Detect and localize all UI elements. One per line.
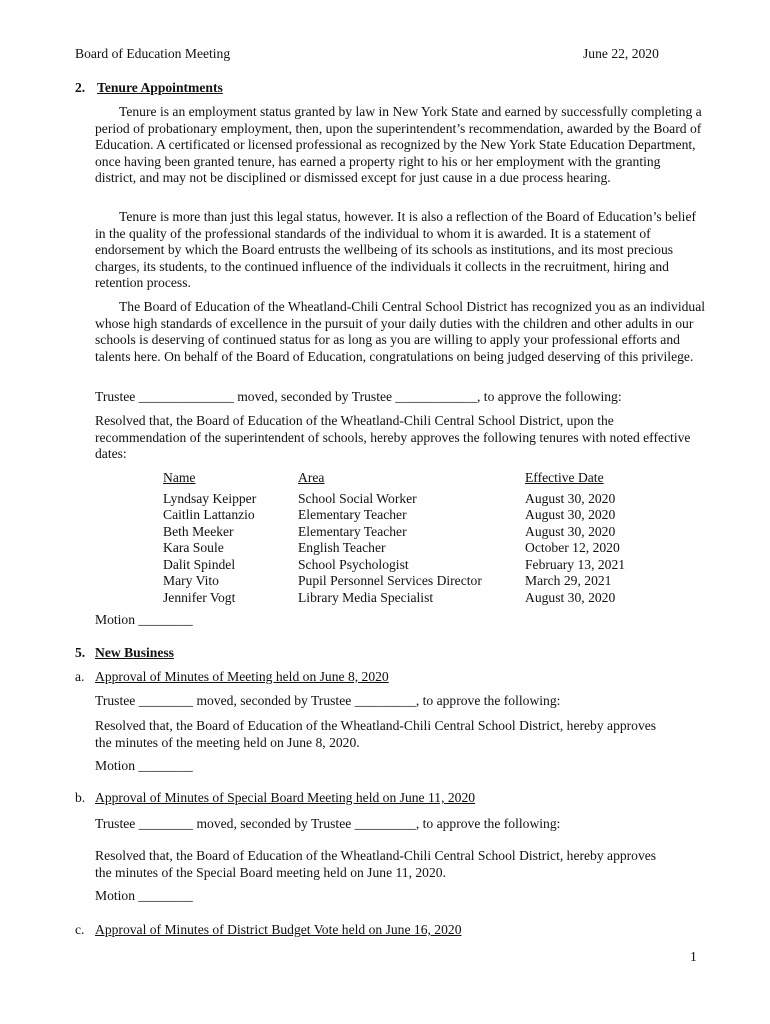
tenure-motion-line: Motion ________ bbox=[95, 612, 193, 627]
table-cell-area: Pupil Personnel Services Director bbox=[298, 573, 482, 588]
table-cell-date: August 30, 2020 bbox=[525, 507, 616, 522]
tenure-resolved-text: Resolved that, the Board of Education of the Wheatland-Chili Central School District, upon the recommendation of the superintendent of schools, hereby approves the following tenures with noted effective dates: bbox=[95, 413, 691, 461]
section-5-title: New Business bbox=[95, 645, 174, 660]
table-cell-date: August 30, 2020 bbox=[525, 490, 616, 506]
table-cell-date: October 12, 2020 bbox=[525, 540, 620, 555]
tenure-paragraph-3-text: The Board of Education of the Wheatland-Chili Central School District has recognized you as an individual whose high standards of excellence in the pursuit of your daily duties with the children and other adults in our schools is deserving of continued status for as long as you are willing to apply your professional efforts and talents here. On behalf of the Board of Education, congratulations on being judged deserving of this privilege. bbox=[95, 299, 706, 364]
table-cell-date: February 13, 2021 bbox=[525, 556, 626, 572]
table-header-date: Effective Date bbox=[525, 470, 604, 485]
tenure-paragraph-1 bbox=[95, 104, 705, 187]
table-cell-name: Kara Soule bbox=[163, 540, 224, 555]
item-b-trustee-line: Trustee ________ moved, seconded by Trustee _________, to approve the following: bbox=[95, 816, 561, 831]
tenure-paragraph-1-text: Tenure is an employment status granted by law in New York State and earned by successfully completing a period of probationary employment, then, upon the superintendent’s recommendation, awarded by the Board of Education. A certificated or licensed professional as recognized by the New York State Education Department, once having been granted tenure, has earned a property right to his or her employment with the granting district, and may not be disciplined or dismissed except for just cause in a due process hearing. bbox=[95, 104, 702, 185]
item-a-title: Approval of Minutes of Meeting held on June 8, 2020 bbox=[95, 669, 389, 684]
table-cell-name: Jennifer Vogt bbox=[163, 589, 236, 605]
table-cell-name: Caitlin Lattanzio bbox=[163, 507, 255, 522]
tenure-area-column bbox=[298, 470, 482, 606]
table-cell-area: English Teacher bbox=[298, 540, 386, 555]
table-cell-name: Mary Vito bbox=[163, 573, 219, 588]
tenure-date-column bbox=[525, 470, 625, 606]
header-date: June 22, 2020 bbox=[583, 46, 659, 61]
table-cell-date: March 29, 2021 bbox=[525, 573, 612, 588]
tenure-paragraph-2-text: Tenure is more than just this legal status, however. It is also a reflection of the Board of Education’s belief in the quality of the professional standards of the individual to whom it is awarded. It is a statement of endorsement by which the Board entrusts the wellbeing of its schools as institutions, and its most precious charges, its students, to the continued influence of the individuals it collects in the recruitment, hiring and retention process. bbox=[95, 209, 697, 290]
tenure-trustee-line: Trustee ______________ moved, seconded by Trustee ____________, to approve the following: bbox=[95, 389, 622, 404]
item-b-title: Approval of Minutes of Special Board Meeting held on June 11, 2020 bbox=[95, 790, 476, 805]
table-cell-area: School Psychologist bbox=[298, 556, 409, 572]
header-title: Board of Education Meeting bbox=[75, 46, 231, 61]
table-header-area: Area bbox=[298, 470, 325, 485]
table-cell-name: Beth Meeker bbox=[163, 523, 234, 539]
item-b-motion-line: Motion ________ bbox=[95, 888, 193, 903]
item-a-letter: a. bbox=[75, 669, 85, 684]
section-5-number: 5. bbox=[75, 645, 86, 660]
item-a-motion-line: Motion ________ bbox=[95, 758, 193, 773]
tenure-resolved bbox=[95, 413, 705, 463]
section-2-number: 2. bbox=[75, 80, 86, 95]
tenure-name-column bbox=[163, 470, 256, 606]
item-a-resolved-text: Resolved that, the Board of Education of the Wheatland-Chili Central School District, hereby approves the minutes of the meeting held on June 8, 2020. bbox=[95, 718, 657, 750]
item-b-resolved bbox=[95, 848, 675, 881]
item-c-title: Approval of Minutes of District Budget Vote held on June 16, 2020 bbox=[95, 922, 462, 937]
table-header-name: Name bbox=[163, 470, 196, 485]
table-cell-area: School Social Worker bbox=[298, 490, 417, 506]
table-cell-name: Lyndsay Keipper bbox=[163, 490, 257, 506]
table-cell-date: August 30, 2020 bbox=[525, 523, 616, 539]
item-b-letter: b. bbox=[75, 790, 86, 805]
table-cell-name: Dalit Spindel bbox=[163, 556, 236, 572]
table-cell-area: Elementary Teacher bbox=[298, 507, 407, 522]
table-cell-date: August 30, 2020 bbox=[525, 589, 616, 605]
item-b-resolved-text: Resolved that, the Board of Education of the Wheatland-Chili Central School District, hereby approves the minutes of the Special Board meeting held on June 11, 2020. bbox=[95, 848, 657, 880]
item-a-resolved bbox=[95, 718, 675, 751]
tenure-paragraph-3 bbox=[95, 299, 705, 365]
tenure-paragraph-2 bbox=[95, 209, 705, 292]
table-cell-area: Library Media Specialist bbox=[298, 589, 434, 605]
table-cell-area: Elementary Teacher bbox=[298, 523, 407, 539]
item-a-trustee-line: Trustee ________ moved, seconded by Trustee _________, to approve the following: bbox=[95, 693, 561, 708]
page-number: 1 bbox=[690, 949, 697, 964]
section-2-title: Tenure Appointments bbox=[97, 80, 223, 95]
item-c-letter: c. bbox=[75, 922, 85, 937]
